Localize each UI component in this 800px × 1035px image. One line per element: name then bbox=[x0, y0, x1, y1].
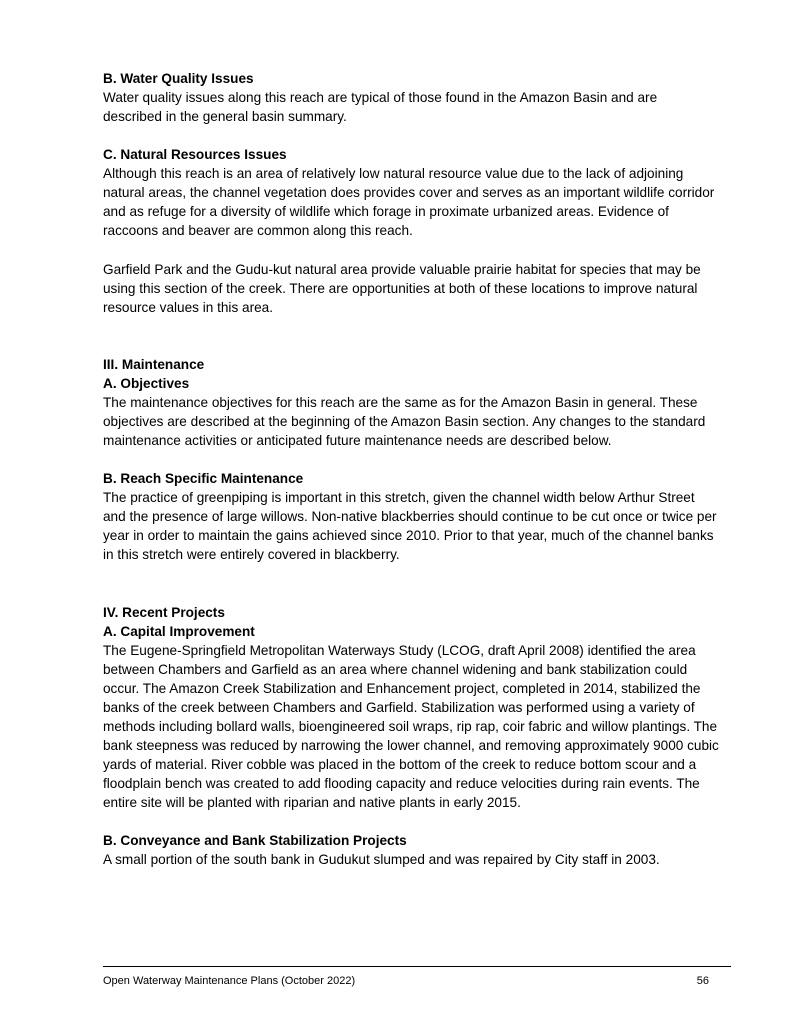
footer-divider bbox=[103, 966, 731, 967]
page-body bbox=[103, 69, 719, 869]
section-heading-water-quality: B. Water Quality Issues bbox=[103, 71, 254, 86]
capital-improvement-text: The Eugene-Springfield Metropolitan Waterways Study (LCOG, draft April 2008) identified the area between Chambers and Garfield as an area where channel widening and bank stabilization could occur. The Amazon Creek Stabilization and Enhancement project, completed in 2014, stabilized the banks of the creek between Chambers and Garfield. Stabilization was performed using a variety of methods including bollard walls, bioengineered soil wraps, rip rap, coir fabric and willow plantings. The bank steepness was reduced by narrowing the lower channel, and removing approximately 9000 cubic yards of material. River cobble was placed in the bottom of the creek to reduce bottom scour and a floodplain bench was created to add flooding capacity and reduce velocities during rain events. The entire site will be planted with riparian and native plants in early 2015. bbox=[103, 642, 719, 811]
subheading-conveyance: B. Conveyance and Bank Stabilization Projects bbox=[103, 833, 407, 849]
footer-document-title: Open Waterway Maintenance Plans (October 2022) bbox=[103, 975, 356, 987]
subheading-objectives: A. Objectives bbox=[103, 375, 190, 391]
subheading-capital-improvement: A. Capital Improvement bbox=[103, 623, 255, 639]
conveyance-text: A small portion of the south bank in Gudukut slumped and was repaired by City staff in 2003. bbox=[103, 852, 660, 868]
section-heading-maintenance: III. Maintenance bbox=[103, 356, 205, 372]
page-footer bbox=[103, 974, 709, 989]
natural-resources-para-2: Garfield Park and the Gudu-kut natural area provide valuable prairie habitat for species that may be using this section of the creek. There are opportunities at both of these locations to improve natural resource values in this area. bbox=[103, 261, 701, 315]
water-quality-text: Water quality issues along this reach are typical of those found in the Amazon Basin and are described in the general basin summary. bbox=[103, 90, 658, 125]
section-heading-recent-projects: IV. Recent Projects bbox=[103, 604, 225, 620]
natural-resources-para-1: Although this reach is an area of relatively low natural resource value due to the lack of adjoining natural areas, the channel vegetation does provides cover and serves as an important wildlife corridor and as refuge for a diversity of wildlife which forage in proximate urbanized areas. Evidence of raccoons and beaver are common along this reach. bbox=[103, 166, 715, 239]
page-number: 56 bbox=[696, 975, 709, 987]
reach-specific-maintenance-text: The practice of greenpiping is important in this stretch, given the channel width below Arthur Street and the presence of large willows. Non-native blackberries should continue to be cut once or twice per year in order to maintain the gains achieved since 2010. Prior to that year, much of the channel banks in this stretch were entirely covered in blackberry. bbox=[103, 490, 717, 563]
subheading-reach-specific-maintenance: B. Reach Specific Maintenance bbox=[103, 471, 304, 487]
objectives-text: The maintenance objectives for this reach are the same as for the Amazon Basin in general. These objectives are described at the beginning of the Amazon Basin section. Any changes to the standard maintenance activities or anticipated future maintenance needs are described below. bbox=[103, 394, 706, 449]
section-heading-natural-resources: C. Natural Resources Issues bbox=[103, 147, 287, 163]
